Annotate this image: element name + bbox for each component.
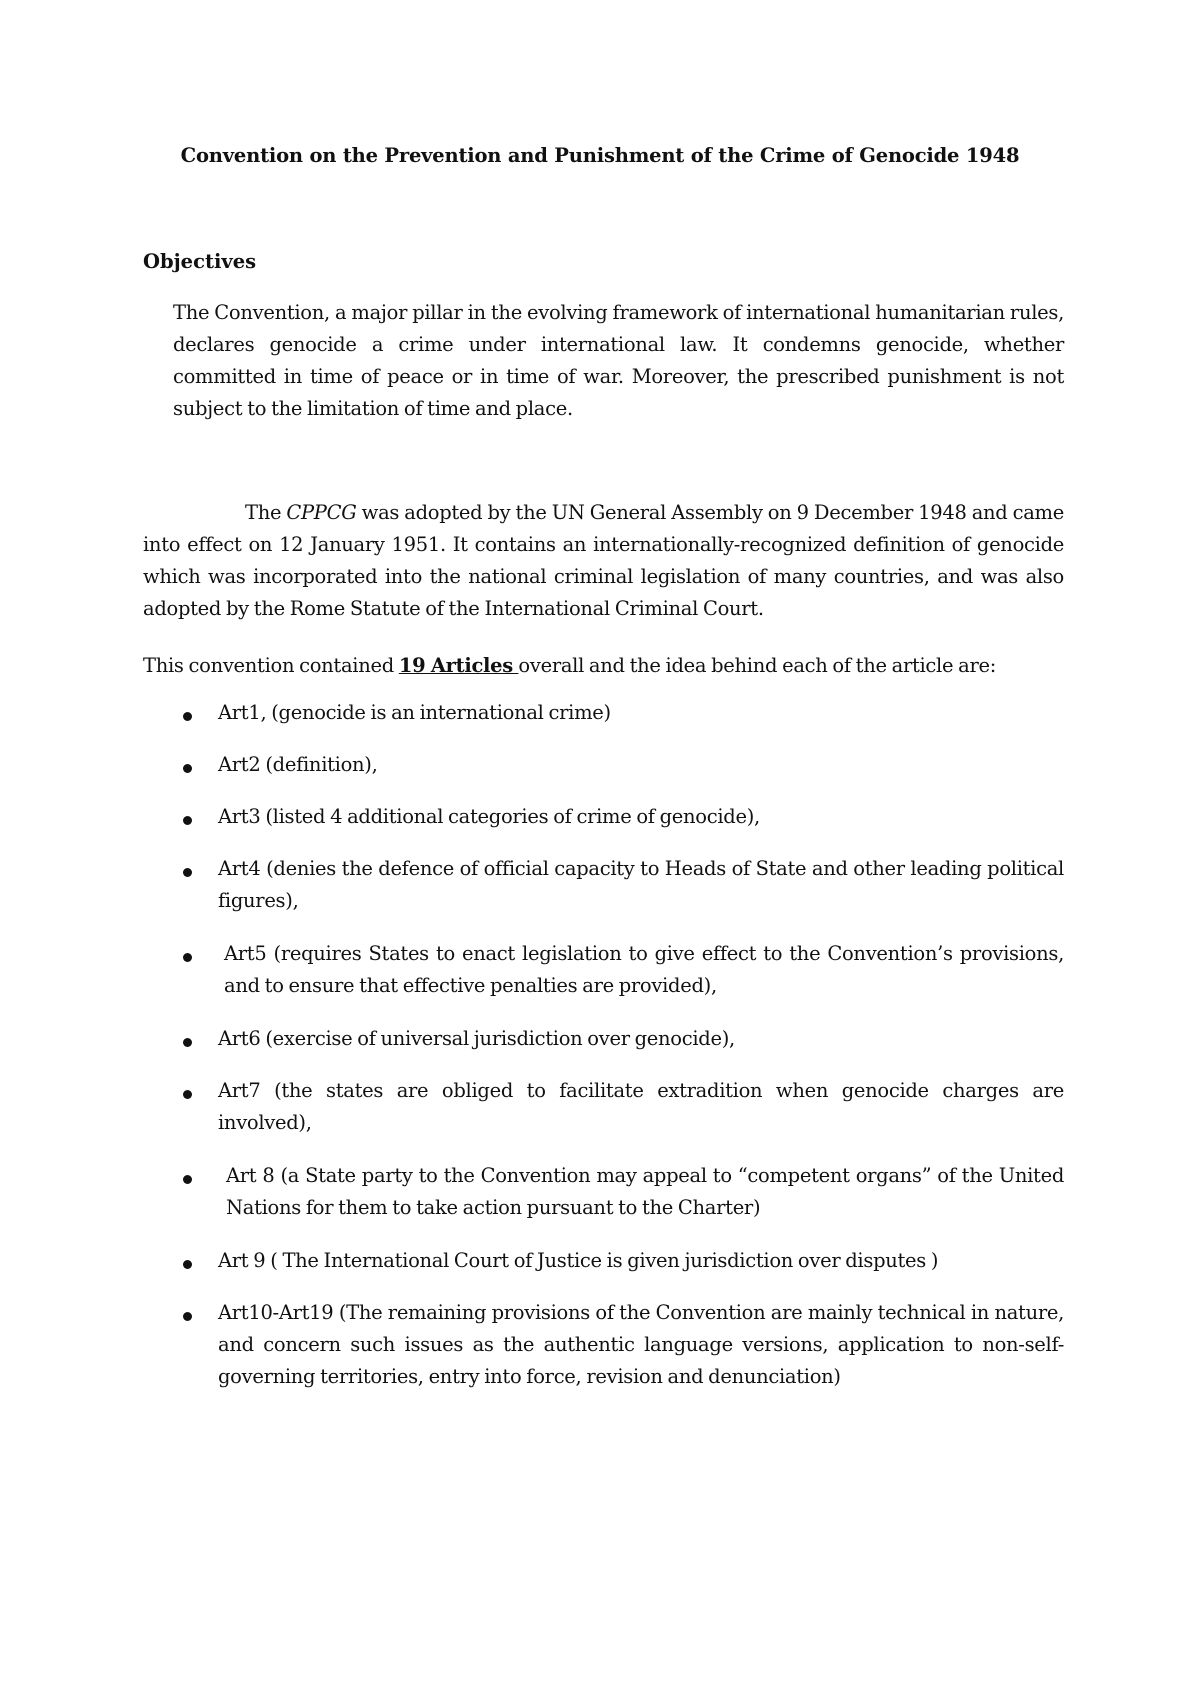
- article-text: Art7 (the states are obliged to facilitate extradition when genocide charges are involved),: [218, 1079, 1064, 1134]
- objectives-paragraph: The Convention, a major pillar in the evolving framework of international humanitarian rules, declares genocide a crime under international law. It condemns genocide, whether committed in time of peace or in time of war. Moreover, the prescribed punishment is not subject to the limitation of time and place.: [173, 301, 1064, 420]
- bullet-icon: [183, 953, 192, 962]
- objectives-heading: Objectives: [143, 250, 257, 273]
- cppcg-acronym: CPPCG: [286, 501, 357, 524]
- articles-intro-prefix: This convention contained: [143, 654, 399, 677]
- articles-intro-paragraph: [143, 650, 1064, 682]
- bullet-icon: [183, 816, 192, 825]
- article-text: Art1, (genocide is an international crime): [218, 701, 611, 724]
- article-text: Art3 (listed 4 additional categories of crime of genocide),: [218, 805, 760, 828]
- bullet-icon: [183, 1090, 192, 1099]
- article-text: Art4 (denies the defence of official capacity to Heads of State and other leading political figures),: [218, 857, 1064, 912]
- bullet-icon: [183, 764, 192, 773]
- articles-count: 19 Articles: [398, 654, 519, 677]
- bullet-icon: [183, 1260, 192, 1269]
- article-text: Art 8 (a State party to the Convention may appeal to “competent organs” of the United Nations for them to take action pursuant to the Charter): [226, 1164, 1064, 1219]
- bullet-icon: [183, 1312, 192, 1321]
- articles-intro-suffix: overall and the idea behind each of the article are:: [518, 654, 996, 677]
- article-text: Art6 (exercise of universal jurisdiction over genocide),: [218, 1027, 735, 1050]
- adoption-prefix: The: [245, 501, 287, 524]
- article-text: Art2 (definition),: [218, 753, 378, 776]
- article-text: Art10-Art19 (The remaining provisions of the Convention are mainly technical in nature, and concern such issues as the authentic language versions, application to non-self-governing territories, entry into force, revision and denunciation): [218, 1301, 1064, 1388]
- document-title: Convention on the Prevention and Punishment of the Crime of Genocide 1948: [180, 144, 1020, 167]
- bullet-icon: [183, 868, 192, 877]
- adoption-paragraph: [143, 497, 1064, 625]
- adoption-text: was adopted by the UN General Assembly on 9 December 1948 and came into effect on 12 January 1951. It contains an internationally-recognized definition of genocide which was incorporated into the national criminal legislation of many countries, and was also adopted by the Rome Statute of the International Criminal Court.: [143, 501, 1064, 620]
- bullet-icon: [183, 712, 192, 721]
- article-text: Art5 (requires States to enact legislation to give effect to the Convention’s provisions, and to ensure that effective penalties are provided),: [224, 942, 1064, 997]
- bullet-icon: [183, 1038, 192, 1047]
- bullet-icon: [183, 1175, 192, 1184]
- article-text: Art 9 ( The International Court of Justice is given jurisdiction over disputes ): [218, 1249, 939, 1272]
